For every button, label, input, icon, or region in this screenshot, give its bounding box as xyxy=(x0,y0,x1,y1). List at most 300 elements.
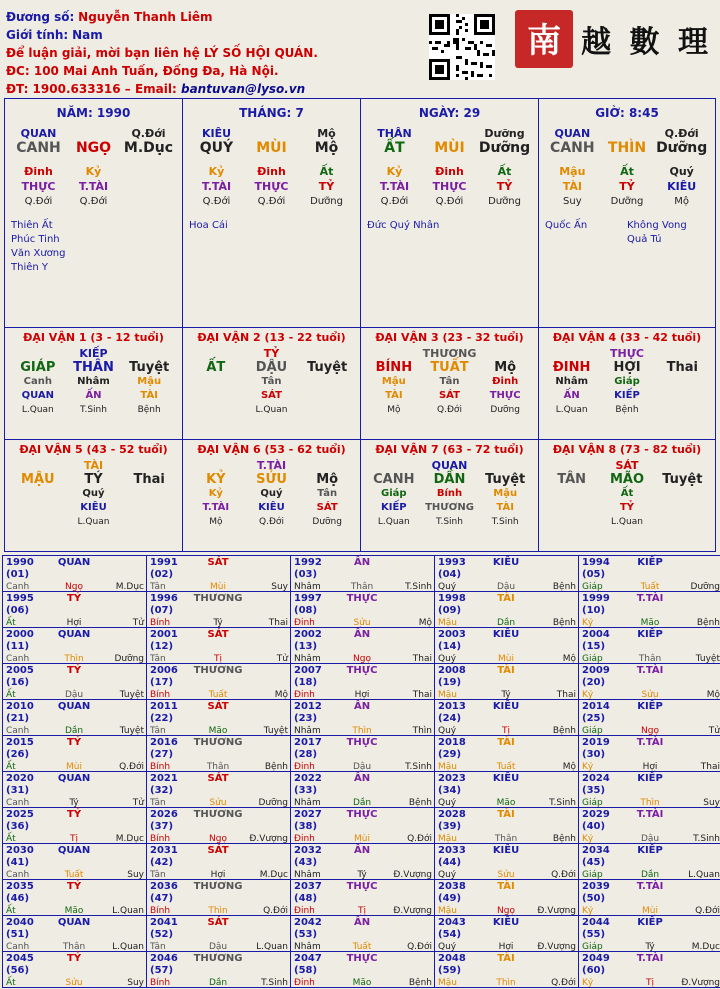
year-stem: Giáp xyxy=(582,869,625,881)
year-stage: Suy xyxy=(99,869,144,881)
year-cell[interactable] xyxy=(147,556,291,592)
year-cell-row-bottom xyxy=(294,761,432,773)
year-cell-row-top xyxy=(150,593,288,617)
year-cell[interactable] xyxy=(579,628,720,664)
year-cell[interactable] xyxy=(291,916,435,952)
hidden-god-2: THỰC xyxy=(244,179,299,194)
year-cell[interactable] xyxy=(3,916,147,952)
dai-van-hidden-gods xyxy=(10,501,177,515)
dv-hidden-god-2: ẤN xyxy=(66,389,122,403)
year-spacer xyxy=(243,665,288,689)
pillar-hidden-gods-row xyxy=(367,179,532,194)
year-cell-row-top xyxy=(582,593,720,617)
pillar-branch: MÙI xyxy=(244,141,299,156)
year-cell-row-bottom xyxy=(150,833,288,845)
year-branch: Hợi xyxy=(481,941,532,953)
year-branch: Dần xyxy=(49,725,100,737)
year-cell-body xyxy=(291,880,434,915)
year-cell[interactable] xyxy=(291,592,435,628)
year-cell-row-top xyxy=(294,773,432,797)
year-branch: Ngọ xyxy=(625,725,676,737)
year-stem: Đinh xyxy=(294,833,337,845)
subject-name-label: Đương số: xyxy=(6,10,74,24)
year-ten-god: TỶ xyxy=(49,737,100,761)
year-cell[interactable] xyxy=(3,880,147,916)
year-cell[interactable] xyxy=(579,592,720,628)
year-branch: Tị xyxy=(193,653,244,665)
hidden-stage-3: Dưỡng xyxy=(477,194,532,209)
dv-hidden-stem-1: Nhâm xyxy=(544,375,599,389)
year-cell-row-top xyxy=(582,773,720,797)
dai-van-hidden-stems xyxy=(544,375,710,389)
year-branch: Dậu xyxy=(337,761,388,773)
year-label: 1993 (04) xyxy=(438,557,481,581)
year-cell[interactable] xyxy=(579,880,720,916)
year-cell-row-top xyxy=(438,917,576,941)
year-cell-body xyxy=(147,808,290,843)
year-ten-god: KIÊU xyxy=(481,701,532,725)
year-cell[interactable] xyxy=(147,952,291,988)
year-ten-god: KIẾP xyxy=(625,845,676,869)
year-cell[interactable] xyxy=(579,916,720,952)
year-cell[interactable] xyxy=(291,808,435,844)
pillar-box-2 xyxy=(182,98,360,328)
year-cell[interactable] xyxy=(579,700,720,736)
hidden-stage-1: Q.Đới xyxy=(11,194,66,209)
year-cell-row-top xyxy=(6,701,144,725)
dai-van-box-2 xyxy=(182,328,360,440)
year-label: 2047 (58) xyxy=(294,953,337,977)
pillar-head-mid xyxy=(422,126,477,141)
year-cell[interactable] xyxy=(291,664,435,700)
year-spacer xyxy=(243,737,288,761)
year-cell-row-top xyxy=(438,557,576,581)
dai-van-branch: HỢI xyxy=(599,361,654,375)
year-cell[interactable] xyxy=(147,808,291,844)
year-branch: Ngọ xyxy=(481,905,532,917)
year-branch: Thân xyxy=(481,833,532,845)
year-cell[interactable] xyxy=(435,844,579,880)
year-cell[interactable] xyxy=(435,628,579,664)
year-ten-god: T.TÀI xyxy=(625,737,676,761)
year-cell[interactable] xyxy=(435,664,579,700)
dai-van-stem: ĐINH xyxy=(544,361,599,375)
year-cell-row-bottom xyxy=(150,725,288,737)
year-cell[interactable] xyxy=(435,916,579,952)
year-branch: Thìn xyxy=(625,797,676,809)
year-stage: Q.Đới xyxy=(243,905,288,917)
year-cell[interactable] xyxy=(435,700,579,736)
year-branch: Tuất xyxy=(193,689,244,701)
table-row xyxy=(3,700,720,736)
pillar-hidden-gods-row xyxy=(11,179,176,194)
dv-hidden-stage-2: T.Sinh xyxy=(66,403,122,417)
year-branch: Thân xyxy=(625,653,676,665)
dv-hidden-stem-2: Quý xyxy=(66,487,122,501)
year-spacer xyxy=(675,881,720,905)
table-row xyxy=(3,880,720,916)
year-stage: Tuyệt xyxy=(99,689,144,701)
hidden-stem-2: Ất xyxy=(600,164,655,179)
year-stem: Giáp xyxy=(582,725,625,737)
dv-hidden-stem-2: Giáp xyxy=(599,375,654,389)
year-cell-row-top xyxy=(438,665,576,689)
dv-hidden-god-1: QUAN xyxy=(10,389,66,403)
year-cell[interactable] xyxy=(147,664,291,700)
gender-label: Giới tính: xyxy=(6,28,68,42)
dv-hidden-god-1: KIẾP xyxy=(366,501,422,515)
dai-van-main-row xyxy=(188,361,355,375)
year-cell[interactable] xyxy=(3,772,147,808)
year-ten-god: T.TÀI xyxy=(625,809,676,833)
year-cell[interactable] xyxy=(435,880,579,916)
dv-hidden-stem-3 xyxy=(299,375,355,389)
year-stem: Nhâm xyxy=(294,725,337,737)
year-spacer xyxy=(387,557,432,581)
year-cell[interactable] xyxy=(435,592,579,628)
dv-hidden-stem-1: Mậu xyxy=(366,375,422,389)
year-stem: Canh xyxy=(6,725,49,737)
year-cell[interactable] xyxy=(579,556,720,592)
year-ten-god: THỰC xyxy=(337,953,388,977)
year-stem: Giáp xyxy=(582,653,625,665)
dai-van-branch: DẦN xyxy=(422,473,478,487)
email-text[interactable]: bantuvan@lyso.vn xyxy=(181,82,305,96)
year-cell-row-bottom xyxy=(582,869,720,881)
year-spacer xyxy=(531,917,576,941)
dai-van-hidden-stages xyxy=(366,515,533,529)
hidden-stage-1: Q.Đới xyxy=(367,194,422,209)
year-cell[interactable] xyxy=(3,664,147,700)
year-cell[interactable] xyxy=(147,592,291,628)
year-cell-row-top xyxy=(582,809,720,833)
year-stem: Đinh xyxy=(294,905,337,917)
dai-van-stem: KỶ xyxy=(188,473,244,487)
year-cell-row-top xyxy=(6,629,144,653)
year-cell-row-top xyxy=(294,953,432,977)
dai-van-main-row xyxy=(544,473,710,487)
year-cell[interactable] xyxy=(291,556,435,592)
year-cell[interactable] xyxy=(147,736,291,772)
year-stage: T.Sinh xyxy=(243,977,288,989)
year-stem: Ất xyxy=(6,689,49,701)
year-cell[interactable] xyxy=(147,844,291,880)
dai-van-main-row xyxy=(10,473,177,487)
pillar-stage: Mộ xyxy=(299,141,354,156)
year-stage: Thai xyxy=(387,653,432,665)
year-cell[interactable] xyxy=(3,592,147,628)
year-cell[interactable] xyxy=(291,844,435,880)
year-cell-row-top xyxy=(294,701,432,725)
year-cell-row-bottom xyxy=(438,941,576,953)
year-cell-body xyxy=(3,700,146,735)
year-stage: Dưỡng xyxy=(99,653,144,665)
year-label: 2046 (57) xyxy=(150,953,193,977)
year-cell-body xyxy=(147,844,290,879)
hidden-stem-3: Ất xyxy=(299,164,354,179)
year-ten-god: TÀI xyxy=(481,737,532,761)
dv-hidden-stage-1: L.Quan xyxy=(10,403,66,417)
dai-van-hidden-stems xyxy=(188,375,355,389)
year-stem: Kỷ xyxy=(582,977,625,989)
year-cell-row-bottom xyxy=(294,617,432,629)
dv-hidden-stage-1: L.Quan xyxy=(544,403,599,417)
year-branch: Tý xyxy=(337,869,388,881)
year-branch: Mão xyxy=(193,725,244,737)
year-stem: Ất xyxy=(6,905,49,917)
year-cell[interactable] xyxy=(579,772,720,808)
year-stem: Ất xyxy=(6,617,49,629)
year-ten-god: TỶ xyxy=(49,665,100,689)
dai-van-box-1 xyxy=(4,328,182,440)
year-ten-god: QUAN xyxy=(49,557,100,581)
dai-van-main-row xyxy=(366,473,533,487)
year-ten-god: SÁT xyxy=(193,773,244,797)
year-cell-row-bottom xyxy=(438,905,576,917)
table-row xyxy=(3,628,720,664)
year-label: 1998 (09) xyxy=(438,593,481,617)
year-cell-row-bottom xyxy=(6,833,144,845)
year-cell[interactable] xyxy=(3,628,147,664)
pillar-hidden-stage-row xyxy=(367,194,532,209)
year-cell[interactable] xyxy=(291,700,435,736)
year-stage: Thìn xyxy=(387,725,432,737)
year-cell-body xyxy=(435,700,578,735)
dai-van-stem: MẬU xyxy=(10,473,66,487)
qr-code-icon[interactable] xyxy=(429,14,495,80)
year-label: 2008 (19) xyxy=(438,665,481,689)
year-cell[interactable] xyxy=(147,628,291,664)
year-cell[interactable] xyxy=(579,664,720,700)
year-cell[interactable] xyxy=(147,700,291,736)
year-stage: Bệnh xyxy=(387,797,432,809)
year-stage: Tuyệt xyxy=(675,653,720,665)
year-cell-body xyxy=(3,556,146,591)
dai-van-hidden-gods xyxy=(188,501,355,515)
year-cell-row-top xyxy=(294,737,432,761)
year-spacer xyxy=(243,593,288,617)
dv-hidden-stem-1: Kỷ xyxy=(188,487,244,501)
dv-hidden-stem-1 xyxy=(10,487,66,501)
dai-van-stage: Mộ xyxy=(299,473,355,487)
table-row xyxy=(3,916,720,952)
year-stem: Quý xyxy=(438,653,481,665)
year-cell-body xyxy=(3,628,146,663)
extra-star: Không Vong Quả Tú xyxy=(627,219,709,247)
year-cell-body xyxy=(579,772,720,807)
year-cell-row-top xyxy=(150,737,288,761)
year-cell[interactable] xyxy=(435,736,579,772)
year-cell[interactable] xyxy=(3,808,147,844)
year-cell[interactable] xyxy=(579,952,720,988)
year-ten-god: SÁT xyxy=(193,845,244,869)
year-stem: Đinh xyxy=(294,761,337,773)
year-cell[interactable] xyxy=(291,952,435,988)
year-label: 2003 (14) xyxy=(438,629,481,653)
year-stage: Q.Đới xyxy=(387,941,432,953)
dai-van-box-8 xyxy=(538,440,716,552)
dai-van-hidden-stages xyxy=(188,515,355,529)
year-spacer xyxy=(531,809,576,833)
year-cell[interactable] xyxy=(3,844,147,880)
year-branch: Tuất xyxy=(481,761,532,773)
dv-hidden-stage-3: Dưỡng xyxy=(477,403,533,417)
year-cell-row-bottom xyxy=(150,617,288,629)
year-cell-body xyxy=(579,844,720,879)
pillar-head-left: QUAN xyxy=(545,126,600,141)
year-stem: Canh xyxy=(6,797,49,809)
dai-van-box-7 xyxy=(360,440,538,552)
dai-van-stem: ẤT xyxy=(188,361,244,375)
year-cell-row-bottom xyxy=(150,869,288,881)
year-cell[interactable] xyxy=(435,952,579,988)
year-branch: Tị xyxy=(49,833,100,845)
year-stage: M.Dục xyxy=(99,581,144,593)
year-ten-god: KIÊU xyxy=(481,917,532,941)
year-branch: Mão xyxy=(625,617,676,629)
year-stem: Canh xyxy=(6,581,49,593)
pillar-stem-branch-row xyxy=(367,141,532,156)
dai-van-top-god xyxy=(544,347,710,361)
year-cell-row-top xyxy=(150,665,288,689)
year-label: 2033 (44) xyxy=(438,845,481,869)
year-label: 2018 (29) xyxy=(438,737,481,761)
year-stage: T.Sinh xyxy=(387,761,432,773)
dai-van-branch: TÝ xyxy=(66,473,122,487)
year-cell-row-top xyxy=(438,737,576,761)
year-stage: Đ.Vượng xyxy=(387,869,432,881)
dai-van-top-god-text: QUAN xyxy=(432,459,468,472)
dai-van-hidden-gods xyxy=(544,501,710,515)
dai-van-stem: CANH xyxy=(366,473,422,487)
dv-hidden-stem-2: Ất xyxy=(599,487,654,501)
year-cell[interactable] xyxy=(3,700,147,736)
year-spacer xyxy=(99,593,144,617)
year-cell-row-top xyxy=(6,845,144,869)
year-cell-row-bottom xyxy=(150,581,288,593)
year-ten-god: T.TÀI xyxy=(625,593,676,617)
year-ten-god: ẤN xyxy=(337,845,388,869)
pillar-branch: THÌN xyxy=(600,141,655,156)
year-branch: Hợi xyxy=(49,617,100,629)
year-branch: Mão xyxy=(337,977,388,989)
year-label: 1991 (02) xyxy=(150,557,193,581)
dai-van-title: ĐẠI VẬN 6 (53 - 62 tuổi) xyxy=(188,443,355,456)
year-cell-row-bottom xyxy=(6,905,144,917)
year-stem: Đinh xyxy=(294,617,337,629)
year-stem: Mậu xyxy=(438,977,481,989)
year-cell[interactable] xyxy=(3,556,147,592)
yearly-luck-body xyxy=(3,556,720,988)
year-label: 2012 (23) xyxy=(294,701,337,725)
table-row xyxy=(3,808,720,844)
year-branch: Thân xyxy=(49,941,100,953)
year-branch: Tị xyxy=(481,725,532,737)
year-cell-row-top xyxy=(438,593,576,617)
year-spacer xyxy=(243,845,288,869)
year-label: 2014 (25) xyxy=(582,701,625,725)
year-cell-body xyxy=(147,736,290,771)
year-branch: Dậu xyxy=(481,581,532,593)
year-spacer xyxy=(531,665,576,689)
year-stage: Đ.Vượng xyxy=(531,905,576,917)
year-cell[interactable] xyxy=(435,556,579,592)
table-row xyxy=(3,736,720,772)
year-cell[interactable] xyxy=(291,880,435,916)
year-label: 2013 (24) xyxy=(438,701,481,725)
year-ten-god: KIẾP xyxy=(625,773,676,797)
year-stem: Kỷ xyxy=(582,833,625,845)
dai-van-title: ĐẠI VẬN 1 (3 - 12 tuổi) xyxy=(10,331,177,344)
dai-van-stem: BÍNH xyxy=(366,361,422,375)
year-cell-row-top xyxy=(6,593,144,617)
year-cell-row-bottom xyxy=(294,977,432,989)
year-ten-god: KIẾP xyxy=(625,701,676,725)
year-cell-row-bottom xyxy=(438,797,576,809)
year-cell[interactable] xyxy=(291,628,435,664)
year-branch: Hợi xyxy=(337,689,388,701)
year-cell[interactable] xyxy=(3,952,147,988)
year-cell[interactable] xyxy=(291,772,435,808)
year-spacer xyxy=(387,773,432,797)
year-branch: Thìn xyxy=(481,977,532,989)
year-cell[interactable] xyxy=(147,916,291,952)
year-ten-god: T.TÀI xyxy=(625,881,676,905)
dai-van-title: ĐẠI VẬN 2 (13 - 22 tuổi) xyxy=(188,331,355,344)
year-cell[interactable] xyxy=(435,772,579,808)
year-label: 2035 (46) xyxy=(6,881,49,905)
year-cell[interactable] xyxy=(579,736,720,772)
dv-hidden-stage-1: L.Quan xyxy=(366,515,422,529)
hidden-god-3: KIÊU xyxy=(654,179,709,194)
year-ten-god: TÀI xyxy=(481,665,532,689)
year-ten-god: THƯƠNG xyxy=(193,953,244,977)
year-cell[interactable] xyxy=(147,772,291,808)
dai-van-top-god-text: KIẾP xyxy=(79,347,107,360)
year-label: 2010 (21) xyxy=(6,701,49,725)
year-cell[interactable] xyxy=(579,844,720,880)
year-cell[interactable] xyxy=(291,736,435,772)
year-ten-god: KIÊU xyxy=(481,557,532,581)
year-stage: M.Dục xyxy=(243,869,288,881)
year-stem: Kỷ xyxy=(582,761,625,773)
hidden-god-3: TỶ xyxy=(299,179,354,194)
year-ten-god: SÁT xyxy=(193,557,244,581)
year-stage: Bệnh xyxy=(531,581,576,593)
year-label: 2026 (37) xyxy=(150,809,193,833)
year-cell-row-bottom xyxy=(582,689,720,701)
year-cell-body xyxy=(435,628,578,663)
year-stem: Bính xyxy=(150,689,193,701)
year-spacer xyxy=(243,701,288,725)
year-label: 2027 (38) xyxy=(294,809,337,833)
year-label: 2020 (31) xyxy=(6,773,49,797)
dv-hidden-stage-1: Mộ xyxy=(366,403,422,417)
year-cell[interactable] xyxy=(147,880,291,916)
year-ten-god: ẤN xyxy=(337,701,388,725)
year-label: 2005 (16) xyxy=(6,665,49,689)
year-spacer xyxy=(387,737,432,761)
year-cell-row-top xyxy=(6,809,144,833)
year-cell-row-bottom xyxy=(150,653,288,665)
year-cell-row-bottom xyxy=(438,725,576,737)
year-cell[interactable] xyxy=(435,808,579,844)
year-label: 2016 (27) xyxy=(150,737,193,761)
dv-hidden-god-3 xyxy=(121,501,177,515)
year-cell[interactable] xyxy=(3,736,147,772)
year-spacer xyxy=(675,665,720,689)
year-cell[interactable] xyxy=(579,808,720,844)
